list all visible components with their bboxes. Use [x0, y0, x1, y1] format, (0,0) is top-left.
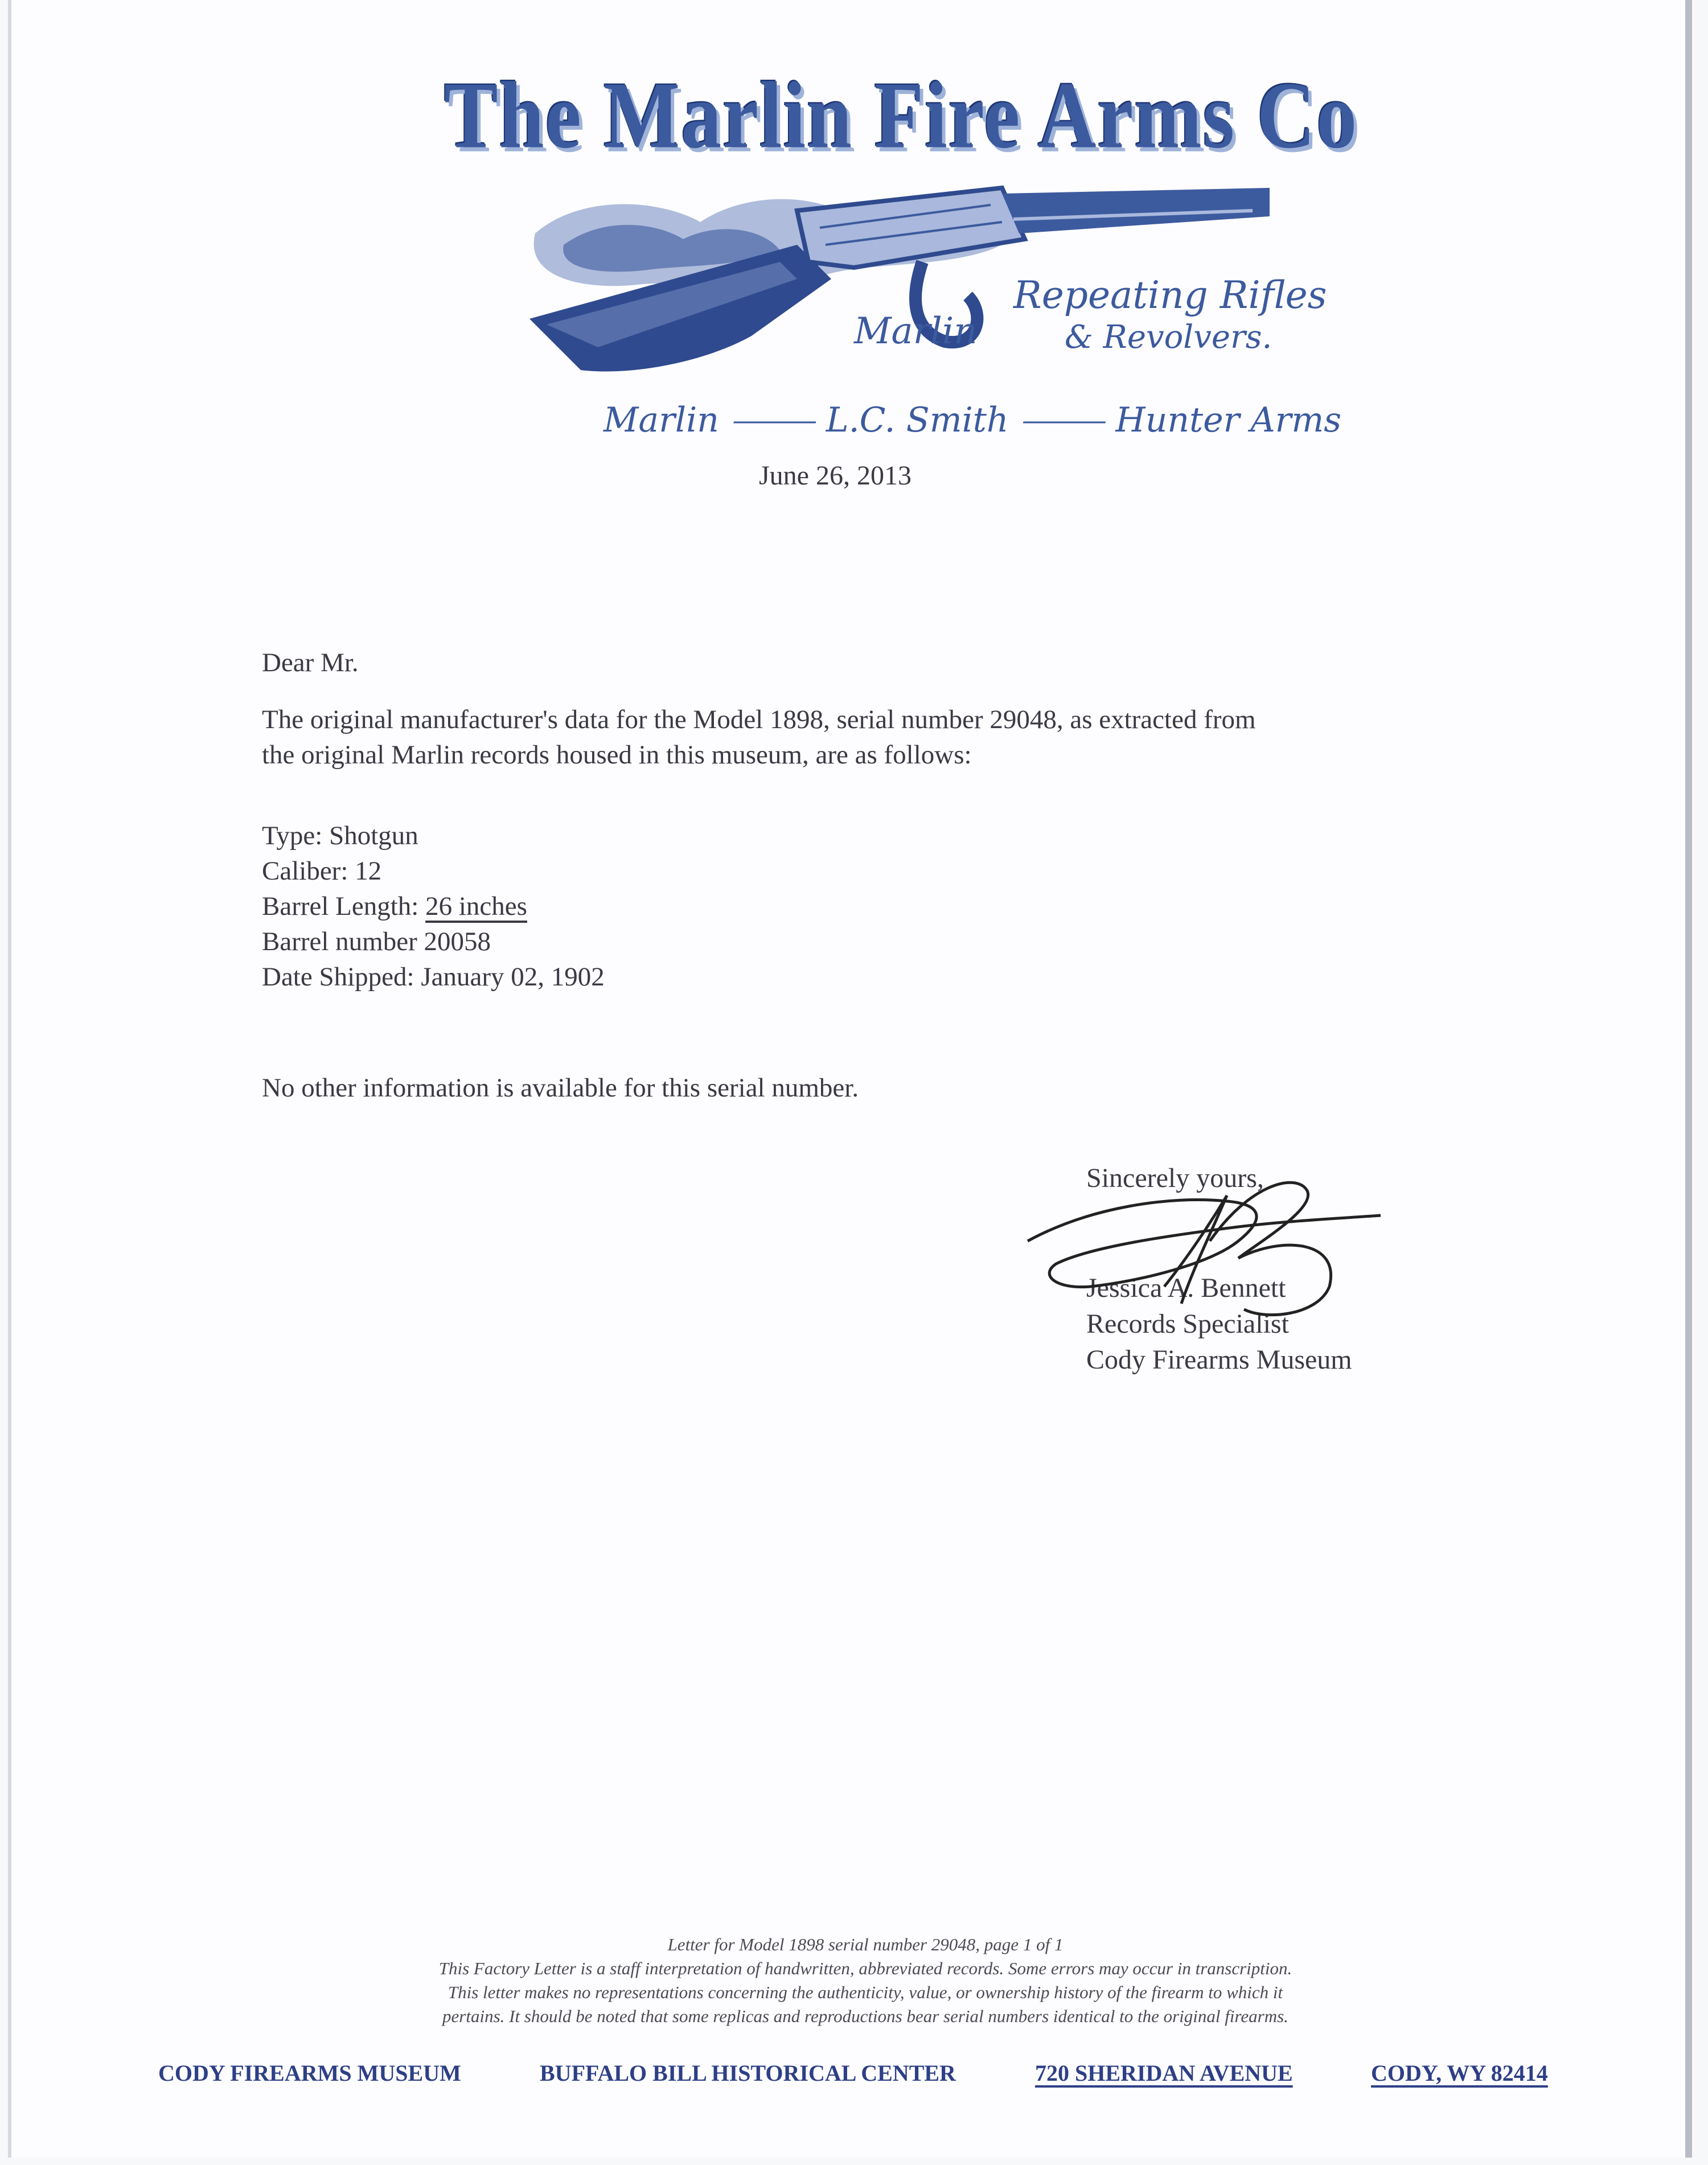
firearm-facts: [262, 818, 605, 995]
fact-barrel-length-label: Barrel Length:: [262, 892, 426, 921]
fact-barrel-length-value: 26 inches: [425, 892, 527, 921]
closing-line: No other information is available for this serial number.: [262, 1073, 859, 1103]
footer-note-line-3: This letter makes no representations concerning the authenticity, value, or ownership history of the firearm to which it: [447, 1982, 1283, 2002]
footer-center-name: BUFFALO BILL HISTORICAL CENTER: [540, 2060, 956, 2086]
intro-paragraph: [262, 702, 1256, 773]
handwritten-signature: [1022, 1173, 1386, 1332]
footer-note-line-4: pertains. It should be noted that some replicas and reproductions bear serial numbers identical to the original firearms.: [442, 2006, 1288, 2026]
signer-organization: Cody Firearms Museum: [1086, 1345, 1352, 1375]
salutation: Dear Mr.: [262, 648, 359, 677]
letterhead-script-marlin: Marlin: [854, 310, 978, 352]
letterhead-tagline: Marlin ⸻ L.C. Smith ⸻ Hunter Arms: [603, 400, 1342, 440]
letterhead: [11, 0, 1708, 490]
letter-page: [8, 0, 1692, 2158]
intro-line-2: the original Marlin records housed in this museum, are as follows:: [262, 740, 972, 770]
fact-barrel-length: [262, 889, 605, 924]
signer-name: Jessica A. Bennett: [1086, 1273, 1286, 1303]
intro-line-1: The original manufacturer's data for the Model 1898, serial number 29048, as extracted from: [262, 705, 1256, 734]
letter-date: June 26, 2013: [759, 461, 912, 491]
fact-type: Type: Shotgun: [262, 821, 418, 851]
footer-street-address: 720 SHERIDAN AVENUE: [1035, 2060, 1293, 2086]
letterhead-script-revolvers: & Revolvers.: [1065, 319, 1272, 356]
letterhead-script-repeating-rifles: Repeating Rifles: [1013, 273, 1327, 317]
company-logo-title: The Marlin Fire Arms Co: [444, 61, 1358, 169]
footer-note-line-1: Letter for Model 1898 serial number 29048, page 1 of 1: [667, 1934, 1064, 1954]
signer-title: Records Specialist: [1086, 1309, 1289, 1339]
footer-note-line-2: This Factory Letter is a staff interpretation of handwritten, abbreviated records. Some errors may occur in transcription.: [438, 1958, 1292, 1978]
fact-barrel-number: Barrel number 20058: [262, 927, 491, 956]
valediction: Sincerely yours,: [1086, 1163, 1264, 1193]
fact-caliber: Caliber: 12: [262, 856, 382, 886]
footer-disclaimer: [251, 1933, 1480, 2028]
footer-museum-name: CODY FIREARMS MUSEUM: [158, 2060, 461, 2086]
fact-date-shipped: Date Shipped: January 02, 1902: [262, 962, 605, 992]
footer-city-state-zip: CODY, WY 82414: [1371, 2060, 1548, 2086]
